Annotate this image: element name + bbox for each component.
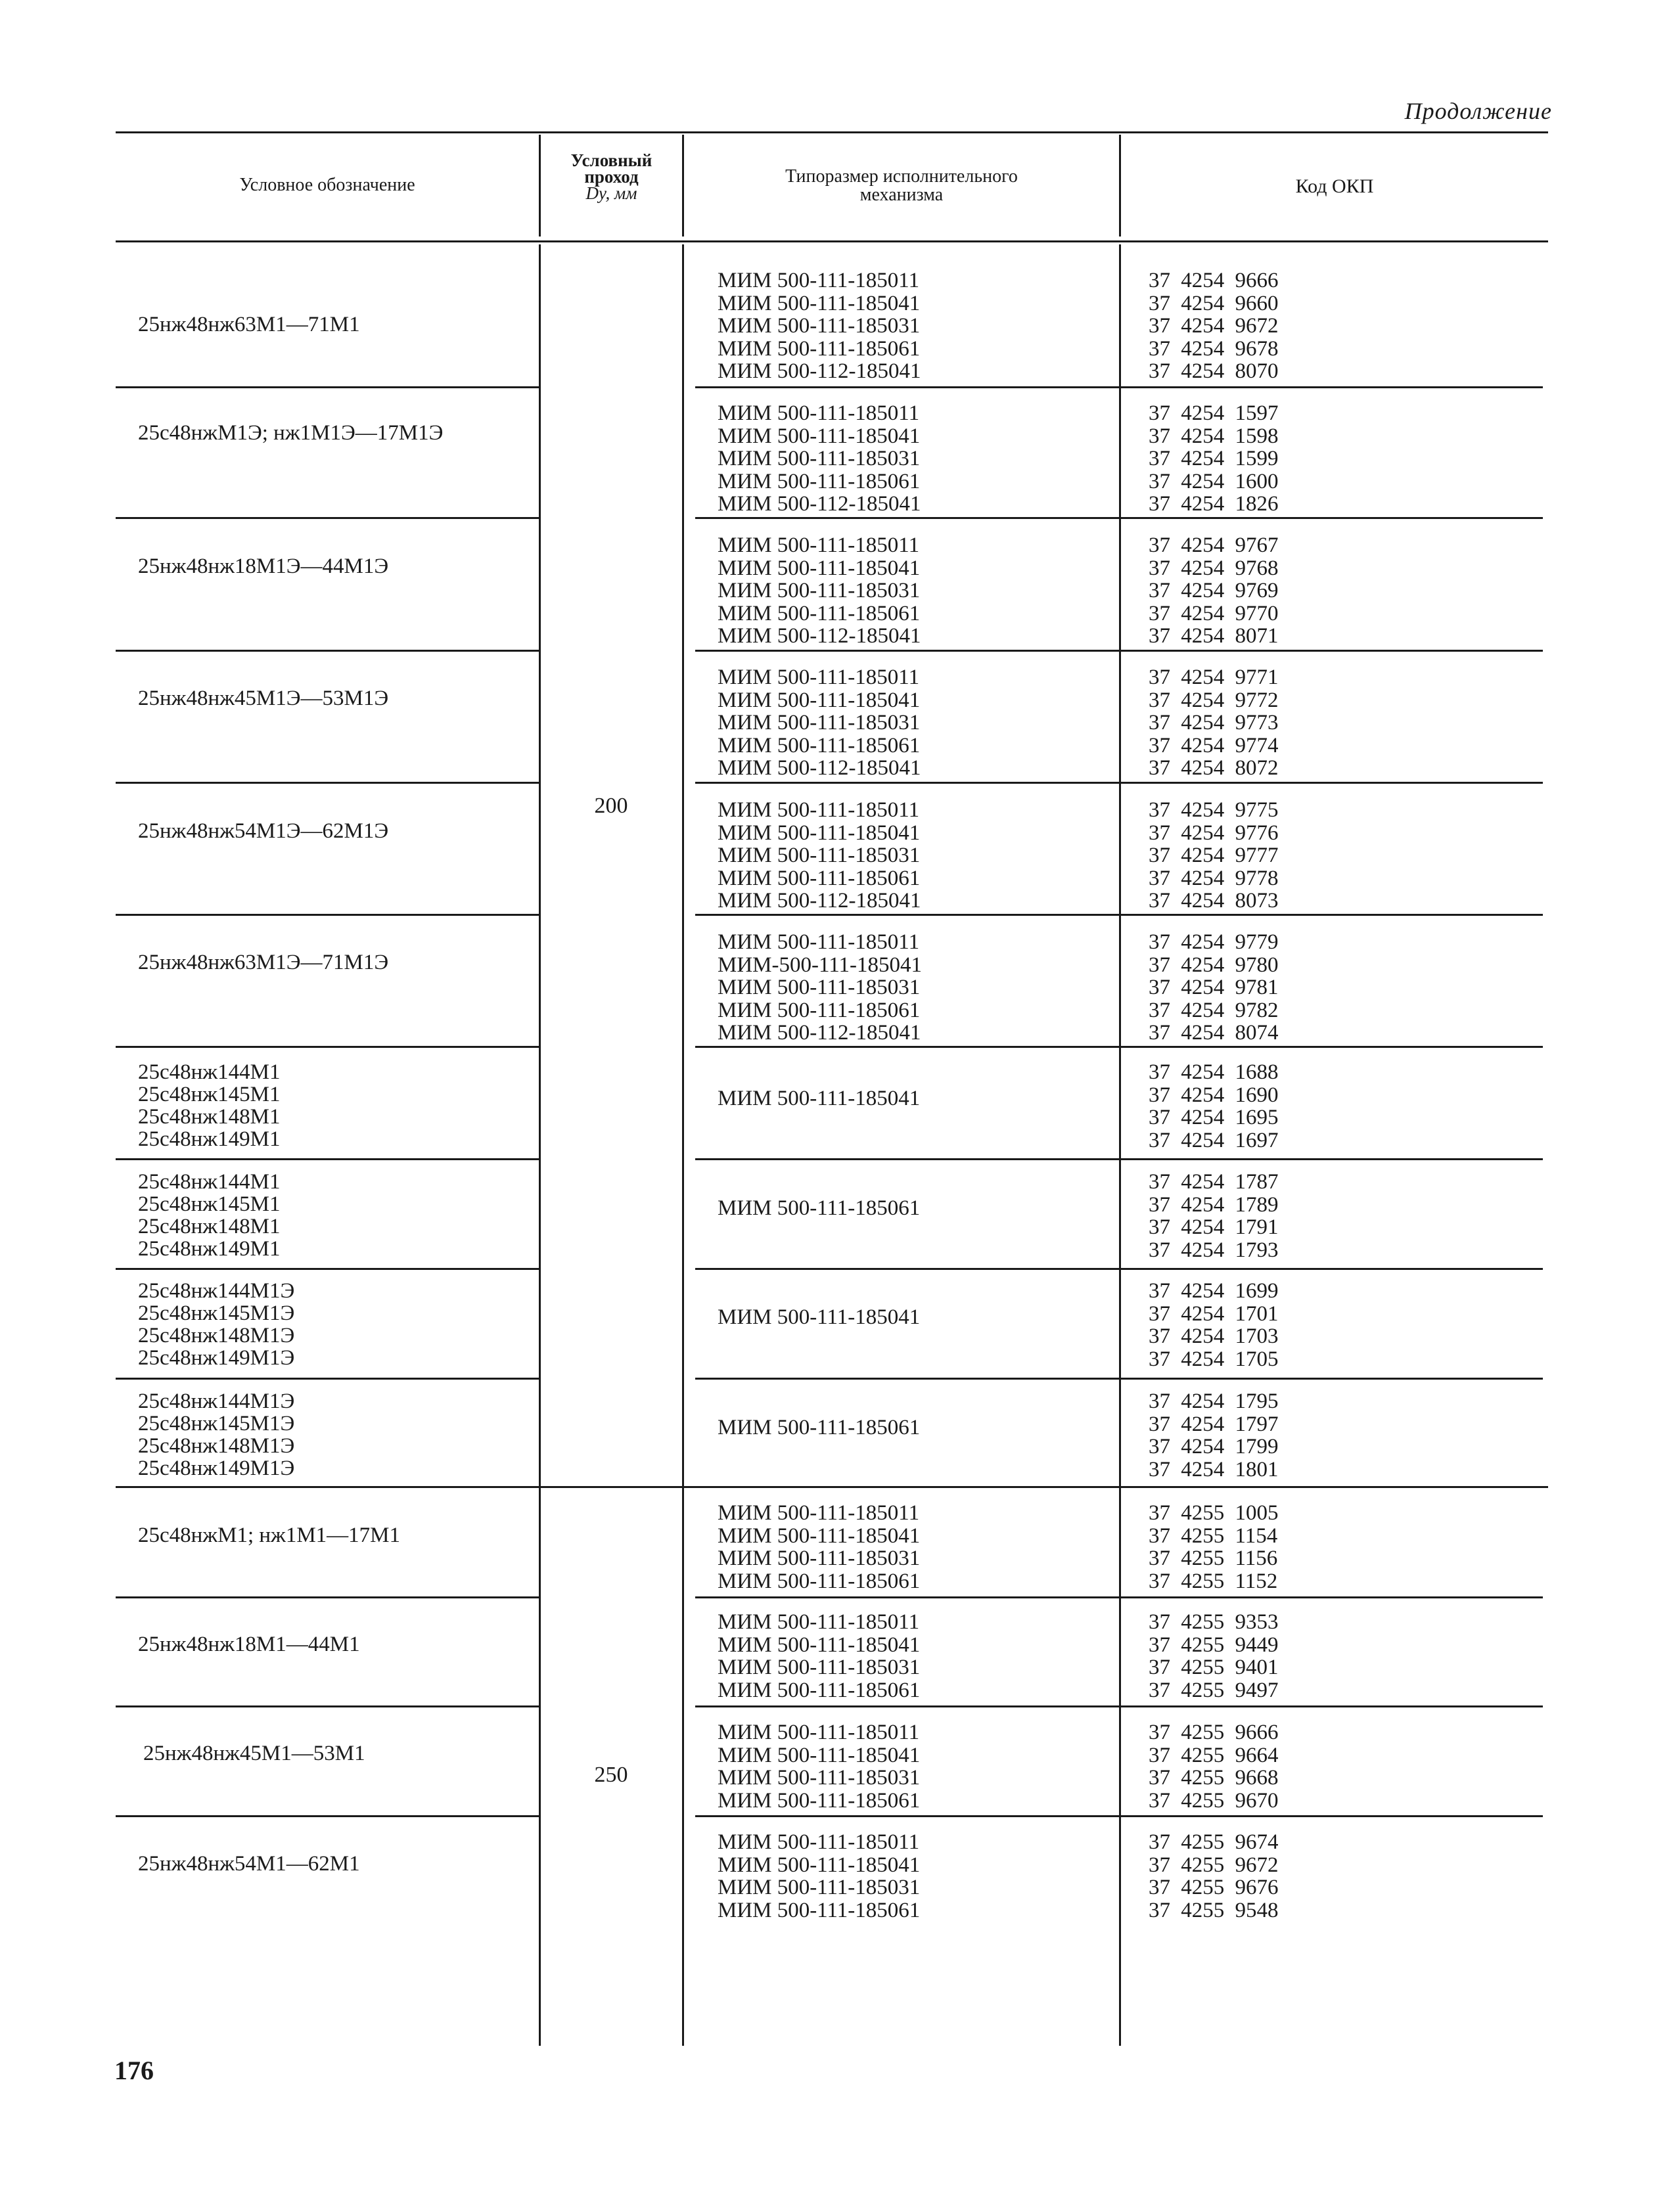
row-rule-right: [695, 386, 1543, 388]
designation-line: 25с48нж144М1Э: [138, 1389, 295, 1413]
designation-line: 25с48нжМ1Э; нж1М1Э—17М1Э: [138, 421, 444, 445]
row-okp: [1149, 666, 1279, 780]
mechanism-line: МИМ 500-111-185011: [718, 269, 920, 292]
mechanism-line: МИМ 500-111-185031: [718, 1546, 921, 1570]
row-mechanisms: [718, 1502, 920, 1592]
row-mechanisms: [718, 1611, 920, 1702]
okp-code: 37 4254 9780: [1149, 953, 1279, 977]
mechanism-line: МИМ 500-111-185031: [718, 1656, 921, 1679]
row-rule-left: [116, 1596, 539, 1598]
mechanism-line: МИМ 500-111-185041: [718, 556, 921, 580]
okp-code: 37 4254 9678: [1149, 336, 1279, 361]
okp-code: 37 4254 1690: [1149, 1083, 1279, 1107]
mechanism-line: МИМ 500-111-185061: [718, 601, 921, 625]
okp-code: 37 4254 1789: [1149, 1192, 1279, 1217]
okp-code: 37 4254 1701: [1149, 1301, 1279, 1326]
okp-code: 37 4254 1787: [1149, 1170, 1279, 1194]
mechanism-line: МИМ 500-111-185011: [718, 1830, 920, 1854]
row-rule-right: [695, 1268, 1543, 1270]
row-okp: [1149, 402, 1279, 516]
row-rule-right: [695, 1815, 1543, 1817]
row-mechanisms: [718, 1416, 920, 1439]
okp-code: 37 4255 1156: [1149, 1546, 1278, 1570]
mechanism-line: МИМ 500-111-185061: [718, 1788, 921, 1813]
mechanism-line: МИМ 500-111-185011: [718, 533, 920, 557]
okp-code: 37 4254 9660: [1149, 291, 1279, 315]
mechanism-line: МИМ 500-111-185011: [718, 1721, 920, 1744]
row-designation: [138, 820, 388, 842]
row-designation: [138, 1633, 360, 1656]
mechanism-line: МИМ 500-111-185011: [718, 666, 920, 689]
row-designation: [138, 1390, 294, 1479]
mechanism-line: МИМ 500-111-185041: [718, 1524, 921, 1548]
header-dy-line3: Dy, мм: [585, 183, 637, 203]
mechanism-line: МИМ 500-111-185061: [718, 1416, 921, 1439]
okp-code: 37 4254 1697: [1149, 1128, 1279, 1152]
okp-code: 37 4254 1797: [1149, 1412, 1279, 1436]
designation-line: 25с48нж148М1Э: [138, 1324, 295, 1347]
mechanism-line: МИМ 500-111-185041: [718, 1087, 921, 1110]
okp-code: 37 4255 9676: [1149, 1876, 1279, 1899]
okp-code: 37 4254 1795: [1149, 1389, 1279, 1413]
okp-code: 37 4255 9674: [1149, 1830, 1279, 1854]
designation-line: 25с48нж145М1: [138, 1192, 281, 1216]
designation-line: 25с48нж148М1: [138, 1105, 281, 1129]
designation-line: 25с48нж149М1: [138, 1127, 281, 1151]
header-dy: [541, 152, 682, 202]
row-mechanisms: [718, 1197, 920, 1220]
header-mechanism-line2: механизма: [859, 185, 944, 205]
okp-code: 37 4254 9768: [1149, 556, 1279, 580]
mechanism-line: МИМ 500-111-185061: [718, 336, 921, 361]
okp-code: 37 4254 1688: [1149, 1060, 1279, 1084]
row-rule-right: [695, 1705, 1543, 1707]
designation-line: 25с48нж144М1Э: [138, 1279, 295, 1303]
designation-line: 25с48нж149М1: [138, 1237, 281, 1261]
header-bottom-rule: [116, 240, 1548, 242]
row-mechanisms: [718, 534, 921, 648]
mechanism-line: МИМ 500-111-185041: [718, 1743, 921, 1767]
mechanism-line: МИМ 500-111-185061: [718, 1569, 921, 1593]
row-mechanisms: [718, 1721, 920, 1812]
okp-code: 37 4254 8071: [1149, 624, 1279, 648]
okp-code: 37 4254 1598: [1149, 424, 1279, 448]
row-designation: [138, 1280, 294, 1369]
row-rule-left: [116, 517, 539, 519]
okp-code: 37 4254 9666: [1149, 269, 1279, 292]
row-rule-left: [116, 1815, 539, 1817]
row-okp: [1149, 1280, 1279, 1370]
page-number: 176: [114, 2056, 154, 2085]
mechanism-line: МИМ 500-112-185041: [718, 889, 921, 913]
header-okp: Код ОКП: [1295, 175, 1374, 197]
designation-line: 25с48нж144М1: [138, 1060, 281, 1084]
mechanism-line: МИМ 500-111-185061: [718, 998, 921, 1022]
mechanism-line: МИМ 500-111-185031: [718, 1766, 921, 1790]
row-okp: [1149, 534, 1279, 648]
dy-value-200: 200: [594, 794, 628, 818]
row-rule-right: [695, 914, 1543, 916]
okp-code: 37 4254 1799: [1149, 1435, 1279, 1458]
row-designation: [138, 313, 360, 336]
row-okp: [1149, 799, 1279, 913]
okp-code: 37 4254 9781: [1149, 976, 1279, 999]
body-col-separator-2: [682, 244, 684, 2046]
mechanism-line: МИМ 500-112-185041: [718, 359, 921, 383]
row-mechanisms: [718, 666, 921, 780]
okp-code: 37 4254 9773: [1149, 711, 1279, 734]
mechanism-line: МИМ 500-111-185031: [718, 1876, 921, 1899]
designation-line: 25нж48нж45М1Э—53М1Э: [138, 687, 389, 710]
designation-line: 25с48нж145М1: [138, 1083, 281, 1106]
row-mechanisms: [718, 1087, 920, 1110]
okp-code: 37 4254 8073: [1149, 889, 1279, 913]
row-rule-right: [695, 1596, 1543, 1598]
row-rule-left: [116, 650, 539, 652]
row-designation: [138, 1524, 400, 1546]
okp-code: 37 4255 9664: [1149, 1743, 1279, 1767]
body-col-separator-1: [539, 244, 541, 2046]
designation-line: 25с48нж145М1Э: [138, 1412, 295, 1435]
row-rule-right: [695, 517, 1543, 519]
okp-code: 37 4254 1705: [1149, 1347, 1279, 1371]
mechanism-line: МИМ 500-111-185041: [718, 1305, 921, 1329]
okp-code: 37 4255 9449: [1149, 1633, 1279, 1657]
row-designation: [138, 951, 388, 974]
row-rule-left: [116, 386, 539, 388]
mechanism-line: МИМ 500-111-185061: [718, 1678, 921, 1702]
designation-line: 25нж48нж54М1Э—62М1Э: [138, 819, 389, 843]
row-okp: [1149, 1831, 1279, 1922]
okp-code: 37 4254 8072: [1149, 756, 1279, 780]
row-designation: [138, 1853, 360, 1875]
row-okp: [1149, 1611, 1279, 1702]
row-rule-left: [116, 1378, 539, 1380]
row-mechanisms: [718, 799, 921, 913]
okp-code: 37 4255 9668: [1149, 1766, 1279, 1790]
okp-code: 37 4254 8074: [1149, 1021, 1279, 1045]
mechanism-line: МИМ 500-111-185011: [718, 930, 920, 954]
mechanism-line: МИМ 500-111-185061: [718, 1898, 921, 1922]
mechanism-line: МИМ 500-111-185011: [718, 1610, 920, 1634]
row-designation: [143, 1742, 365, 1765]
okp-code: 37 4254 1599: [1149, 447, 1279, 470]
designation-line: 25с48нж148М1: [138, 1215, 281, 1238]
mechanism-line: МИМ 500-112-185041: [718, 492, 921, 516]
mechanism-line: МИМ 500-111-185041: [718, 1633, 921, 1657]
dy-value-250: 250: [594, 1763, 628, 1787]
row-rule-left: [116, 1705, 539, 1707]
row-okp: [1149, 1061, 1279, 1152]
mechanism-line: МИМ 500-111-185061: [718, 469, 921, 493]
okp-code: 37 4254 9769: [1149, 579, 1279, 602]
continuation-label: Продолжение: [1404, 98, 1552, 124]
okp-code: 37 4254 1793: [1149, 1238, 1279, 1262]
okp-code: 37 4254 1597: [1149, 401, 1279, 425]
okp-code: 37 4254 1699: [1149, 1279, 1279, 1303]
row-okp: [1149, 1390, 1279, 1481]
mechanism-line: МИМ 500-112-185041: [718, 1021, 921, 1045]
okp-code: 37 4254 9782: [1149, 998, 1279, 1022]
designation-line: 25нж48нж18М1—44М1: [138, 1633, 360, 1656]
row-designation: [138, 1171, 280, 1260]
row-rule-right: [695, 650, 1543, 652]
mechanism-line: МИМ 500-111-185061: [718, 1196, 921, 1220]
row-mechanisms: [718, 931, 922, 1045]
designation-line: 25нж48нж63М1Э—71М1Э: [138, 951, 389, 974]
okp-code: 37 4254 9778: [1149, 866, 1279, 890]
mechanism-line: МИМ 500-111-185031: [718, 314, 921, 338]
mechanism-line: МИМ 500-111-185031: [718, 976, 921, 999]
okp-code: 37 4255 1154: [1149, 1524, 1278, 1548]
row-designation: [138, 687, 388, 710]
designation-line: 25нж48нж45М1—53М1: [143, 1742, 365, 1765]
row-okp: [1149, 269, 1279, 383]
okp-code: 37 4254 9672: [1149, 314, 1279, 338]
designation-line: 25с48нжМ1; нж1М1—17М1: [138, 1524, 401, 1547]
designation-line: 25нж48нж63М1—71М1: [138, 313, 360, 336]
row-okp: [1149, 1502, 1279, 1592]
body-col-separator-3: [1119, 244, 1121, 2046]
table-top-rule: [116, 131, 1548, 133]
mechanism-line: МИМ 500-112-185041: [718, 756, 921, 780]
designation-line: 25с48нж149М1Э: [138, 1456, 295, 1480]
okp-code: 37 4254 9770: [1149, 601, 1279, 625]
mechanism-line: МИМ 500-112-185041: [718, 624, 921, 648]
mechanism-line: МИМ 500-111-185011: [718, 1501, 920, 1525]
mechanism-line: МИМ 500-111-185041: [718, 688, 921, 712]
header-mechanism-line1: Типоразмер исполнительного: [785, 166, 1018, 187]
mechanism-line: МИМ 500-111-185061: [718, 733, 921, 757]
okp-code: 37 4255 9670: [1149, 1788, 1279, 1813]
okp-code: 37 4254 8070: [1149, 359, 1279, 383]
header-designation: Условное обозначение: [239, 175, 415, 195]
okp-code: 37 4254 9775: [1149, 798, 1279, 822]
okp-code: 37 4254 1703: [1149, 1324, 1279, 1348]
okp-code: 37 4254 1695: [1149, 1106, 1279, 1129]
row-designation: [138, 422, 443, 444]
row-rule-right: [695, 1158, 1543, 1160]
designation-line: 25с48нж148М1Э: [138, 1434, 295, 1458]
mechanism-line: МИМ 500-111-185011: [718, 401, 920, 425]
row-okp: [1149, 931, 1279, 1045]
okp-code: 37 4255 9548: [1149, 1898, 1279, 1922]
row-mechanisms: [718, 1831, 920, 1922]
okp-code: 37 4254 1826: [1149, 492, 1279, 516]
mechanism-line: МИМ 500-111-185041: [718, 291, 921, 315]
okp-code: 37 4254 9777: [1149, 844, 1279, 867]
row-rule-right: [695, 1046, 1543, 1048]
mechanism-line: МИМ 500-111-185031: [718, 579, 921, 602]
okp-code: 37 4255 1152: [1149, 1569, 1278, 1593]
okp-code: 37 4255 9353: [1149, 1610, 1279, 1634]
header-mechanism: [684, 168, 1119, 204]
row-designation: [138, 555, 388, 577]
row-rule-left: [116, 914, 539, 916]
designation-line: 25с48нж145М1Э: [138, 1301, 295, 1325]
row-okp: [1149, 1171, 1279, 1261]
row-mechanisms: [718, 402, 921, 516]
okp-code: 37 4254 9771: [1149, 666, 1279, 689]
okp-code: 37 4254 1600: [1149, 469, 1279, 493]
mechanism-line: МИМ 500-111-185041: [718, 821, 921, 845]
designation-line: 25нж48нж18М1Э—44М1Э: [138, 554, 389, 578]
row-rule-left: [116, 782, 539, 784]
mechanism-line: МИМ 500-111-185061: [718, 866, 921, 890]
okp-code: 37 4254 1801: [1149, 1457, 1279, 1481]
designation-line: 25с48нж144М1: [138, 1170, 281, 1194]
row-mechanisms: [718, 269, 921, 383]
row-mechanisms: [718, 1306, 920, 1329]
mechanism-line: МИМ 500-111-185031: [718, 711, 921, 734]
okp-code: 37 4255 9497: [1149, 1678, 1279, 1702]
mechanism-line: МИМ 500-111-185041: [718, 424, 921, 448]
row-rule-left: [116, 1046, 539, 1048]
header-dy-line1: Условный: [570, 150, 652, 170]
mechanism-line: МИМ-500-111-185041: [718, 953, 923, 977]
mechanism-line: МИМ 500-111-185041: [718, 1853, 921, 1877]
okp-code: 37 4255 9672: [1149, 1853, 1279, 1877]
header-dy-line2: проход: [584, 167, 639, 187]
okp-code: 37 4254 9779: [1149, 930, 1279, 954]
okp-code: 37 4254 9767: [1149, 533, 1279, 557]
row-rule-right: [695, 1378, 1543, 1380]
designation-line: 25нж48нж54М1—62М1: [138, 1852, 360, 1876]
okp-code: 37 4255 9401: [1149, 1656, 1279, 1679]
row-rule-left: [116, 1268, 539, 1270]
row-rule-right: [695, 782, 1543, 784]
okp-code: 37 4254 9772: [1149, 688, 1279, 712]
row-designation: [138, 1061, 280, 1150]
designation-line: 25с48нж149М1Э: [138, 1346, 295, 1370]
okp-code: 37 4254 9776: [1149, 821, 1279, 845]
mechanism-line: МИМ 500-111-185011: [718, 798, 920, 822]
okp-code: 37 4255 9666: [1149, 1721, 1279, 1744]
okp-code: 37 4255 1005: [1149, 1501, 1279, 1525]
okp-code: 37 4254 1791: [1149, 1215, 1279, 1239]
mechanism-line: МИМ 500-111-185031: [718, 447, 921, 470]
okp-code: 37 4254 9774: [1149, 733, 1279, 757]
row-rule-left: [116, 1486, 1548, 1488]
row-okp: [1149, 1721, 1279, 1812]
row-rule-left: [116, 1158, 539, 1160]
mechanism-line: МИМ 500-111-185031: [718, 844, 921, 867]
